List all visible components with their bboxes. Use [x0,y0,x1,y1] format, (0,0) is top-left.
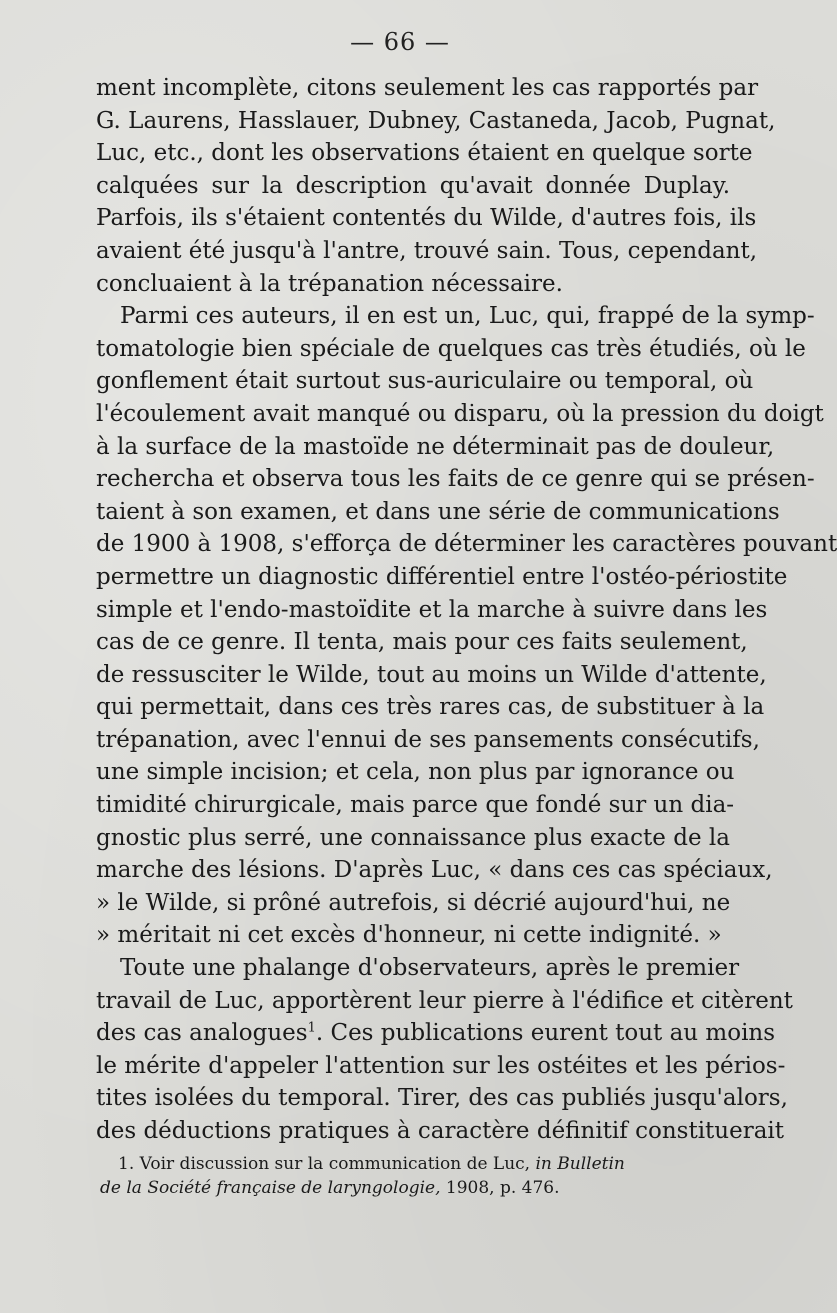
body-line: travail de Luc, apportèrent leur pierre à l'édifice et citèrent [96,987,793,1014]
page-number: — 66 — [350,28,450,56]
body-line: gonflement était surtout sus-auriculaire ou temporal, où [96,368,754,395]
body-line: trépanation, avec l'ennui de ses pansements consécutifs, [96,726,760,753]
footnote-line [100,1152,730,1176]
footnote-bulletin: Bulletin [557,1154,625,1174]
body-line: calquées sur la description qu'avait donnée Duplay. [96,172,730,199]
body-line: Toute une phalange d'observateurs, après le premier [120,955,740,982]
body-line: de ressusciter le Wilde, tout au moins un Wilde d'attente, [96,661,767,688]
body-line-start: des cas analogues [96,1020,308,1047]
body-line: à la surface de la mastoïde ne déterminait pas de douleur, [96,433,775,460]
footnote-text: Voir discussion sur la communication de Luc, [139,1154,531,1174]
footnote [100,1152,730,1200]
body-line: » le Wilde, si prôné autrefois, si décrié aujourd'hui, ne [96,889,731,916]
body-line-end: . Ces publications eurent tout au moins [315,1020,776,1047]
body-line: concluaient à la trépanation nécessaire. [96,270,563,297]
body-line: G. Laurens, Hasslauer, Dubney, Castaneda, Jacob, Pugnat, [96,107,776,134]
body-line: qui permettait, dans ces très rares cas, de substituer à la [96,694,765,721]
body-line: permettre un diagnostic différentiel entre l'ostéo-périostite [96,563,788,590]
body-line: ment incomplète, citons seulement les cas rapportés par [96,75,759,101]
body-line: cas de ce genre. Il tenta, mais pour ces faits seulement, [96,629,748,656]
body-text [96,72,837,1148]
body-line: le mérite d'appeler l'attention sur les ostéites et les périos- [96,1052,786,1079]
footnote-reference: 1 [307,1020,316,1036]
body-line: gnostic plus serré, une connaissance plus exacte de la [96,824,730,851]
body-line: Parmi ces auteurs, il en est un, Luc, qui, frappé de la symp- [120,303,815,330]
footnote-citation: 1908, p. 476. [445,1178,560,1198]
body-line: timidité chirurgicale, mais parce que fondé sur un dia- [96,792,735,819]
footnote-line [100,1176,730,1200]
footnote-journal: de la Société française de laryngologie, [100,1178,441,1198]
body-line-with-footnote-ref [96,1017,776,1050]
footnote-in: in [535,1154,552,1174]
footnote-marker: 1. [118,1154,135,1174]
body-line: une simple incision; et cela, non plus par ignorance ou [96,759,735,786]
body-line: tomatologie bien spéciale de quelques cas très étudiés, où le [96,335,806,362]
body-line: tites isolées du temporal. Tirer, des cas publiés jusqu'alors, [96,1085,788,1112]
body-line: » méritait ni cet excès d'honneur, ni cette indignité. » [96,922,722,949]
body-line: rechercha et observa tous les faits de ce genre qui se présen- [96,466,815,493]
body-line: taient à son examen, et dans une série de communications [96,498,780,525]
body-line: Luc, etc., dont les observations étaient en quelque sorte [96,140,753,167]
body-line: l'écoulement avait manqué ou disparu, où la pression du doigt [96,400,824,427]
body-line: de 1900 à 1908, s'efforça de déterminer les caractères pouvant [96,531,837,558]
body-line: marche des lésions. D'après Luc, « dans ces cas spéciaux, [96,857,773,884]
body-line: Parfois, ils s'étaient contentés du Wilde, d'autres fois, ils [96,205,757,232]
body-line: avaient été jusqu'à l'antre, trouvé sain. Tous, cependant, [96,237,758,264]
body-line: simple et l'endo-mastoïdite et la marche à suivre dans les [96,596,768,623]
body-line: des déductions pratiques à caractère définitif constituerait [96,1118,785,1144]
